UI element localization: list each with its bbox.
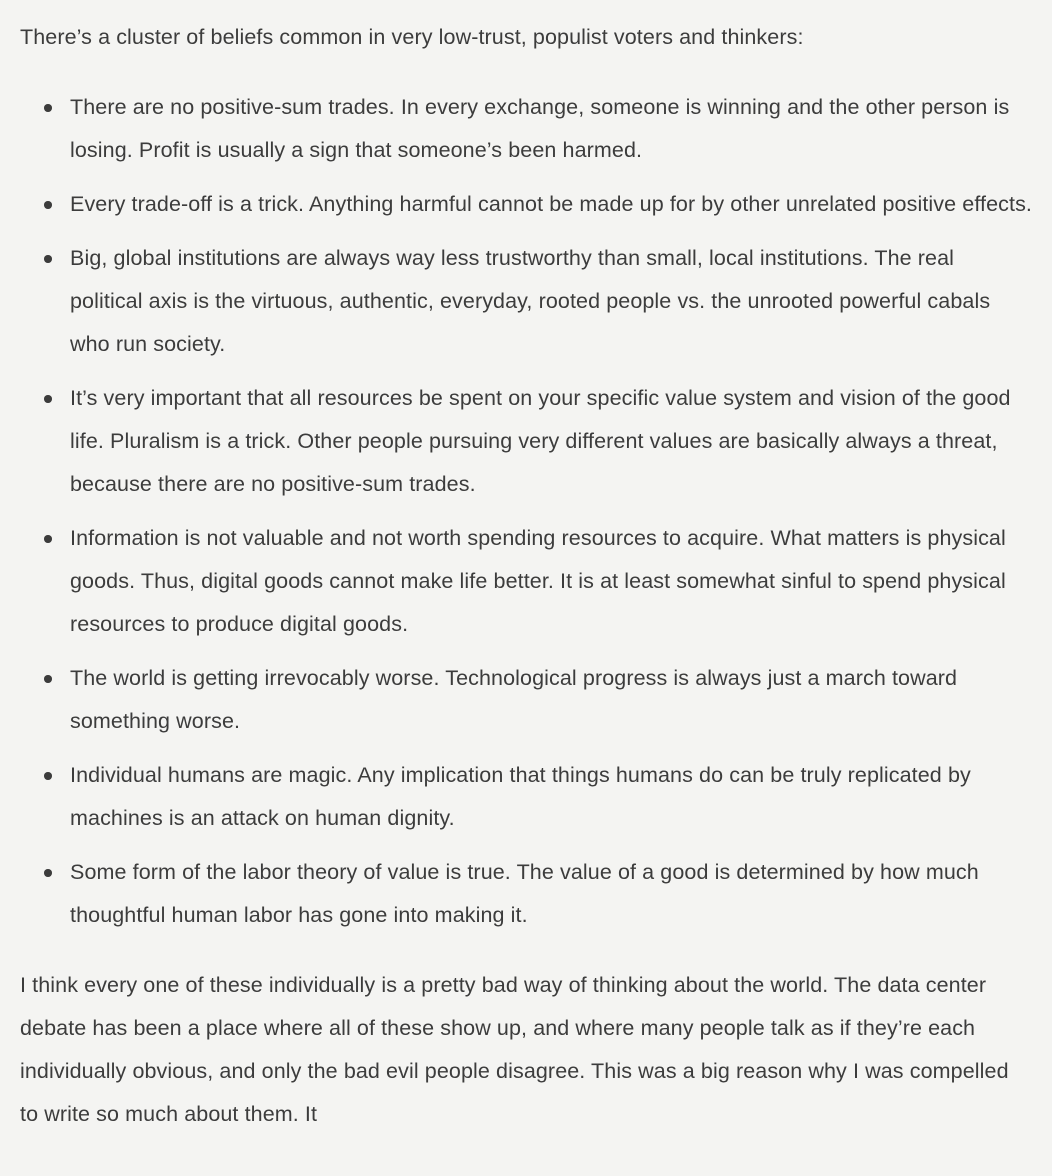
bullet-icon (44, 201, 52, 209)
list-item-text: Big, global institutions are always way less trustworthy than small, local institutions. The real political axis is the virtuous, authentic, everyday, rooted people vs. the unrooted powerful cabals who run society. (70, 246, 991, 356)
beliefs-list (20, 86, 1032, 937)
list-item (20, 851, 1032, 937)
bullet-icon (44, 255, 52, 263)
list-item-text: Every trade-off is a trick. Anything harmful cannot be made up for by other unrelated positive effects. (70, 192, 1032, 216)
bullet-icon (44, 772, 52, 780)
list-item (20, 657, 1032, 743)
bullet-icon (44, 869, 52, 877)
list-item (20, 237, 1032, 366)
list-item (20, 86, 1032, 172)
intro-paragraph: There’s a cluster of beliefs common in very low-trust, populist voters and thinkers: (20, 25, 804, 49)
list-item (20, 517, 1032, 646)
list-item (20, 754, 1032, 840)
list-item-text: Individual humans are magic. Any implication that things humans do can be truly replicated by machines is an attack on human dignity. (70, 763, 971, 830)
list-item (20, 377, 1032, 506)
list-item-text: The world is getting irrevocably worse. Technological progress is always just a march toward something worse. (70, 666, 958, 733)
list-item-text: Some form of the labor theory of value is true. The value of a good is determined by how much thoughtful human labor has gone into making it. (70, 860, 979, 927)
list-item-text: It’s very important that all resources be spent on your specific value system and vision of the good life. Pluralism is a trick. Other people pursuing very different values are basically always a threat, because there are no positive-sum trades. (70, 386, 1011, 496)
bullet-icon (44, 395, 52, 403)
bullet-icon (44, 535, 52, 543)
list-item-text: Information is not valuable and not worth spending resources to acquire. What matters is physical goods. Thus, digital goods cannot make life better. It is at least somewhat sinful to spend physical resources to produce digital goods. (70, 526, 1006, 636)
bullet-icon (44, 675, 52, 683)
list-item (20, 183, 1032, 226)
list-item-text: There are no positive-sum trades. In every exchange, someone is winning and the other person is losing. Profit is usually a sign that someone’s been harmed. (70, 95, 1010, 162)
bullet-icon (44, 104, 52, 112)
closing-paragraph: I think every one of these individually is a pretty bad way of thinking about the world. The data center debate has been a place where all of these show up, and where many people talk as if they’re each individually obvious, and only the bad evil people disagree. This was a big reason why I was compelled to write so much about them. It (20, 973, 1009, 1126)
